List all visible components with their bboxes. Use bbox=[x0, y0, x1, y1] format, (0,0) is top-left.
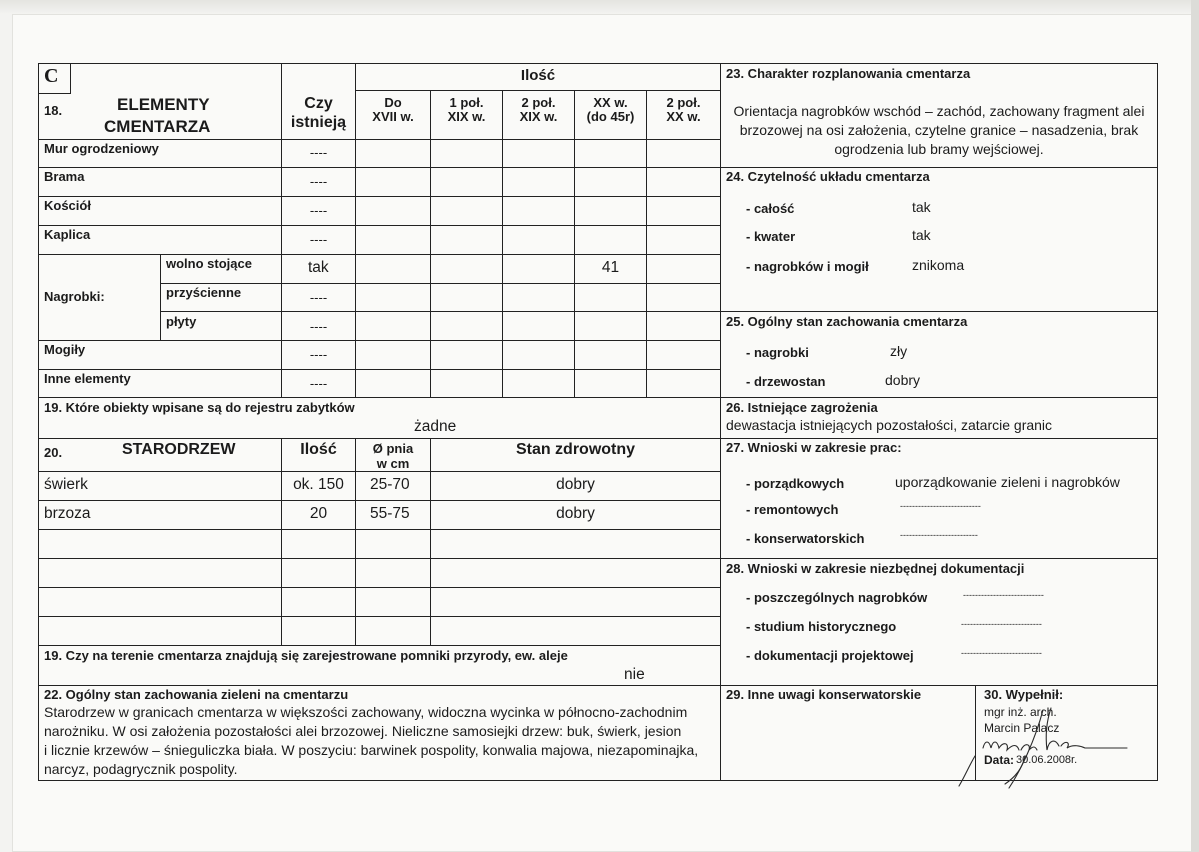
elements-title-line2: CMENTARZA bbox=[104, 117, 211, 136]
greenery-line: i licznie krzewów – śnieguliczka biała. W poszyciu: barwinek pospolity, konwalia majowa, niezapominajka, bbox=[44, 742, 699, 758]
nagrobki-row-xx45: 41 bbox=[601, 259, 620, 276]
layout-character-label: 23. Charakter rozplanowania cmentarza bbox=[726, 66, 971, 81]
col-exist-line1: Czy bbox=[304, 95, 333, 112]
readability-item-value: tak bbox=[912, 227, 931, 243]
period-header: 2 poł. bbox=[521, 95, 556, 110]
nagrobki-label: Nagrobki: bbox=[44, 289, 105, 304]
qty-header: Ilość bbox=[520, 67, 556, 84]
threats-label: 26. Istniejące zagrożenia bbox=[726, 400, 878, 415]
tree-row-diam: 55-75 bbox=[370, 505, 410, 522]
period-header: (do 45r) bbox=[586, 109, 635, 124]
trees-col-health: Stan zdrowotny bbox=[515, 441, 636, 458]
element-row-exists: ---- bbox=[309, 145, 328, 160]
documentation-label: 28. Wnioski w zakresie niezbędnej dokumentacji bbox=[726, 561, 1025, 576]
elements-title-line1: ELEMENTY bbox=[117, 95, 210, 114]
condition-label: 25. Ogólny stan zachowania cmentarza bbox=[726, 314, 968, 329]
period-header: XX w. bbox=[666, 109, 701, 124]
greenery-label: 22. Ogólny stan zachowania zieleni na cmentarzu bbox=[44, 687, 349, 702]
element-row-label: Mogiły bbox=[44, 342, 86, 357]
element-row-exists: ---- bbox=[309, 203, 328, 218]
layout-character-line: ogrodzenia lub bramy wejściowej. bbox=[834, 141, 1044, 157]
documentation-item-value: --------------------------- bbox=[963, 590, 1044, 600]
readability-label: 24. Czytelność układu cmentarza bbox=[726, 169, 930, 184]
element-row-exists: ---- bbox=[309, 376, 328, 391]
documentation-item-value: --------------------------- bbox=[961, 648, 1042, 658]
layout-character-line: brzozowej na osi założenia, czytelne granice – nasadzenia, brak bbox=[739, 122, 1139, 138]
readability-item-label: - całość bbox=[746, 201, 795, 216]
element-row-label: Brama bbox=[44, 169, 85, 184]
period-header: XVII w. bbox=[372, 109, 414, 124]
element-row-label: Inne elementy bbox=[44, 371, 131, 386]
threats-value: dewastacja istniejących pozostałości, zatarcie granic bbox=[726, 417, 1053, 433]
element-row-exists: ---- bbox=[309, 347, 328, 362]
greenery-line: Starodrzew w granicach cmentarza w większości zachowany, widoczna wycinka w północno-zachodnim bbox=[44, 704, 688, 720]
trees-number: 20. bbox=[44, 445, 63, 460]
registry-label: 19. Które obiekty wpisane są do rejestru zabytków bbox=[44, 400, 355, 415]
trees-col-diam-line1: Ø pnia bbox=[372, 441, 414, 456]
filled-by-line2: Marcin Palacz bbox=[984, 721, 1060, 735]
other-remarks-label: 29. Inne uwagi konserwatorskie bbox=[726, 687, 922, 702]
conclusions-item-value: --------------------------- bbox=[900, 501, 981, 511]
element-row-label: Kościół bbox=[44, 198, 91, 213]
tree-row-diam: 25-70 bbox=[370, 476, 410, 493]
conclusions-item-label: - porządkowych bbox=[746, 476, 845, 491]
tree-row-qty: ok. 150 bbox=[293, 476, 344, 493]
element-row-label: Kaplica bbox=[44, 227, 91, 242]
conclusions-item-label: - remontowych bbox=[746, 502, 839, 517]
condition-item-value: zły bbox=[890, 343, 908, 359]
tree-row-name: świerk bbox=[44, 476, 88, 493]
documentation-item-value: --------------------------- bbox=[961, 619, 1042, 629]
documentation-item-label: - poszczególnych nagrobków bbox=[746, 590, 928, 605]
elements-number: 18. bbox=[44, 103, 63, 118]
nagrobki-row-exists: ---- bbox=[309, 290, 328, 305]
period-header: 2 poł. bbox=[666, 95, 701, 110]
filled-by-date-label: Data: bbox=[984, 753, 1015, 767]
tree-row-name: brzoza bbox=[44, 505, 91, 522]
condition-item-label: - drzewostan bbox=[746, 374, 826, 389]
nagrobki-row-label: przyścienne bbox=[166, 285, 242, 300]
nagrobki-row-exists: ---- bbox=[309, 319, 328, 334]
period-header: 1 poł. bbox=[449, 95, 484, 110]
greenery-line: narożniku. W osi założenia pozostałości alei brzozowej. Nieliczne samosiejki drzew: buk, świerk, jesion bbox=[44, 723, 682, 739]
readability-item-label: - nagrobków i mogił bbox=[746, 259, 869, 274]
period-header: Do bbox=[384, 95, 402, 110]
conclusions-item-value: -------------------------- bbox=[900, 530, 978, 540]
col-exist-line2: istnieją bbox=[290, 114, 347, 131]
tree-row-health: dobry bbox=[556, 476, 595, 493]
registry-value: żadne bbox=[414, 418, 457, 435]
documentation-item-label: - studium historycznego bbox=[746, 619, 897, 634]
filled-by-date-value: 30.06.2008r. bbox=[1016, 754, 1078, 766]
readability-item-value: znikoma bbox=[912, 257, 965, 273]
nagrobki-row-label: płyty bbox=[166, 314, 197, 329]
conclusions-item-value: uporządkowanie zieleni i nagrobków bbox=[895, 474, 1120, 490]
nagrobki-row-exists: tak bbox=[308, 259, 329, 276]
section-letter: C bbox=[44, 65, 59, 87]
trees-title: STARODRZEW bbox=[122, 441, 236, 458]
tree-row-health: dobry bbox=[556, 505, 595, 522]
nature-label: 19. Czy na terenie cmentarza znajdują się zarejestrowane pomniki przyrody, ew. aleje bbox=[44, 648, 568, 663]
filled-by-line1: mgr inż. arch. bbox=[984, 705, 1057, 719]
conclusions-item-label: - konserwatorskich bbox=[746, 531, 865, 546]
conclusions-label: 27. Wnioski w zakresie prac: bbox=[726, 440, 902, 455]
element-row-exists: ---- bbox=[309, 174, 328, 189]
condition-item-label: - nagrobki bbox=[746, 345, 809, 360]
readability-item-label: - kwater bbox=[746, 229, 796, 244]
nagrobki-row-label: wolno stojące bbox=[166, 256, 252, 271]
element-row-exists: ---- bbox=[309, 232, 328, 247]
trees-col-qty: Ilość bbox=[300, 441, 337, 458]
greenery-line: narcyz, podagrycznik pospolity. bbox=[44, 761, 238, 777]
period-header: XIX w. bbox=[519, 109, 558, 124]
condition-item-value: dobry bbox=[885, 372, 921, 388]
documentation-item-label: - dokumentacji projektowej bbox=[746, 648, 914, 663]
signature bbox=[955, 700, 1145, 790]
period-header: XIX w. bbox=[447, 109, 486, 124]
period-header: XX w. bbox=[593, 95, 628, 110]
trees-col-diam-line2: w cm bbox=[376, 456, 410, 471]
nature-value: nie bbox=[624, 666, 645, 683]
tree-row-qty: 20 bbox=[309, 505, 328, 522]
readability-item-value: tak bbox=[912, 199, 931, 215]
layout-character-line: Orientacja nagrobków wschód – zachód, zachowany fragment alei bbox=[733, 103, 1145, 119]
filled-by-label: 30. Wypełnił: bbox=[984, 687, 1064, 702]
element-row-label: Mur ogrodzeniowy bbox=[44, 141, 159, 156]
